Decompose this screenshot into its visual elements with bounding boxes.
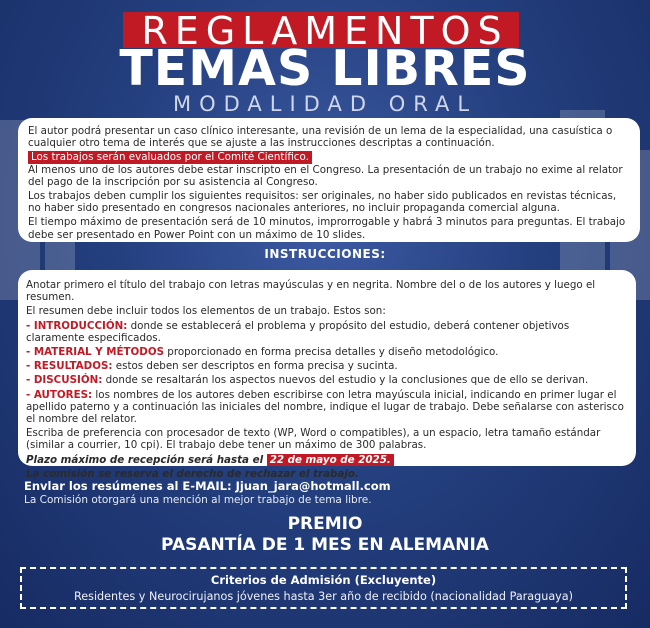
intro-paragraph-4: El tiempo máximo de presentación será de 10 minutos, improrrogable y habrá 3 minutos para preguntas. El trabajo debe ser presentado en Power Point con un máximo de 10 slides. (28, 216, 626, 241)
instr-paragraph-3: Escriba de preferencia con procesador de texto (WP, Word o compatibles), a un espacio, letra tamaño estándar (similar a courrier, 10 cpi). El trabajo debe tener un máximo de 300 palabras. (26, 427, 601, 452)
item-label: - RESULTADOS: (26, 360, 113, 373)
item-label: - DISCUSIÓN: (26, 374, 103, 387)
criterios-title: Criterios de Admisión (Excluyente) (210, 573, 437, 587)
list-item (26, 320, 626, 344)
criterios-box (20, 567, 627, 609)
intro-paragraph-3: Los trabajos deben cumplir los siguientes requisitos: ser originales, no haber sido publicados en revistas técnicas, no haber sido presentado en congresos nacionales anteriores, no incluir propaganda comercial alguna. (28, 190, 617, 215)
reserve-line: La comisión se reserva el derecho de rechazar el trabajo. (26, 467, 359, 480)
intro-paragraph-2: Al menos uno de los autores debe estar inscripto en el Congreso. La presentación de un trabajo no exime al relator del pago de la inscripción por su asistencia al Congreso. (28, 163, 623, 188)
premio-title: PREMIO (287, 514, 363, 534)
instrucciones-heading: INSTRUCCIONES: (264, 247, 386, 261)
temas-libres-title: TEMAS LIBRES (119, 40, 531, 97)
deadline-date: 22 de mayo de 2025. (267, 454, 394, 466)
intro-card (18, 118, 640, 242)
intro-paragraph-1: El autor podrá presentar un caso clínico interesante, una revisión de un lema de la especialidad, una casuística o cualquier otro tema de interés que se ajuste a las instrucciones descriptas a continuación. (28, 125, 613, 150)
evaluation-highlight: Los trabajos serán evaluados por el Comité Científico. (28, 151, 312, 163)
list-item (26, 360, 626, 372)
item-label: - AUTORES: (26, 388, 93, 401)
item-text: proporcionado en forma precisa detalles y diseño metodológico. (164, 346, 499, 359)
criterios-body: Residentes y Neurocirujanos jóvenes hasta 3er año de recibido (nacionalidad Paraguaya) (73, 590, 574, 603)
list-item (26, 346, 626, 358)
instr-paragraph-2: El resumen debe incluir todos los elementos de un trabajo. Estos son: (26, 305, 386, 318)
comision-mention: La Comisión otorgará una mención al mejor trabajo de tema libre. (24, 494, 372, 506)
deadline-line: Plazo máximo de recepción será hasta el 22 de mayo de 2025. (26, 454, 626, 466)
instrucciones-card (18, 270, 636, 480)
list-item (26, 374, 626, 386)
modalidad-subtitle: MODALIDAD ORAL (172, 92, 478, 116)
item-text: los nombres de los autores deben escribirse con letra mayúscula inicial, indicando en primer lugar el apellido paterno y a continuación las iniciales del nombre, indique el lugar de trabajo. Debe señalarse con asterisco el nombre del relator. (26, 388, 624, 426)
item-text: donde se establecerá el problema y propósito del estudio, deberá contener objetivos claramente especificados. (26, 319, 570, 344)
item-label: - INTRODUCCIÓN: (26, 319, 128, 332)
instr-paragraph-1: Anotar primero el título del trabajo con letras mayúsculas y en negrita. Nombre del o de los autores y luego el resumen. (26, 279, 596, 304)
item-label: - MATERIAL Y MÉTODOS (26, 346, 165, 359)
list-item (26, 389, 626, 426)
premio-block (0, 514, 650, 556)
item-text: donde se resaltarán los aspectos nuevos del estudio y la conclusiones que de ello se derivan. (102, 374, 589, 387)
item-text: estos deben ser descriptos en forma precisa y sucinta. (112, 360, 398, 373)
email-instruction: Envlar los resúmenes al E-MAIL: Jjuan_jara@hotmall.com (24, 479, 391, 493)
reglamentos-title: REGLAMENTOS (141, 9, 509, 53)
premio-detail: PASANTÍA DE 1 MES EN ALEMANIA (161, 535, 489, 555)
